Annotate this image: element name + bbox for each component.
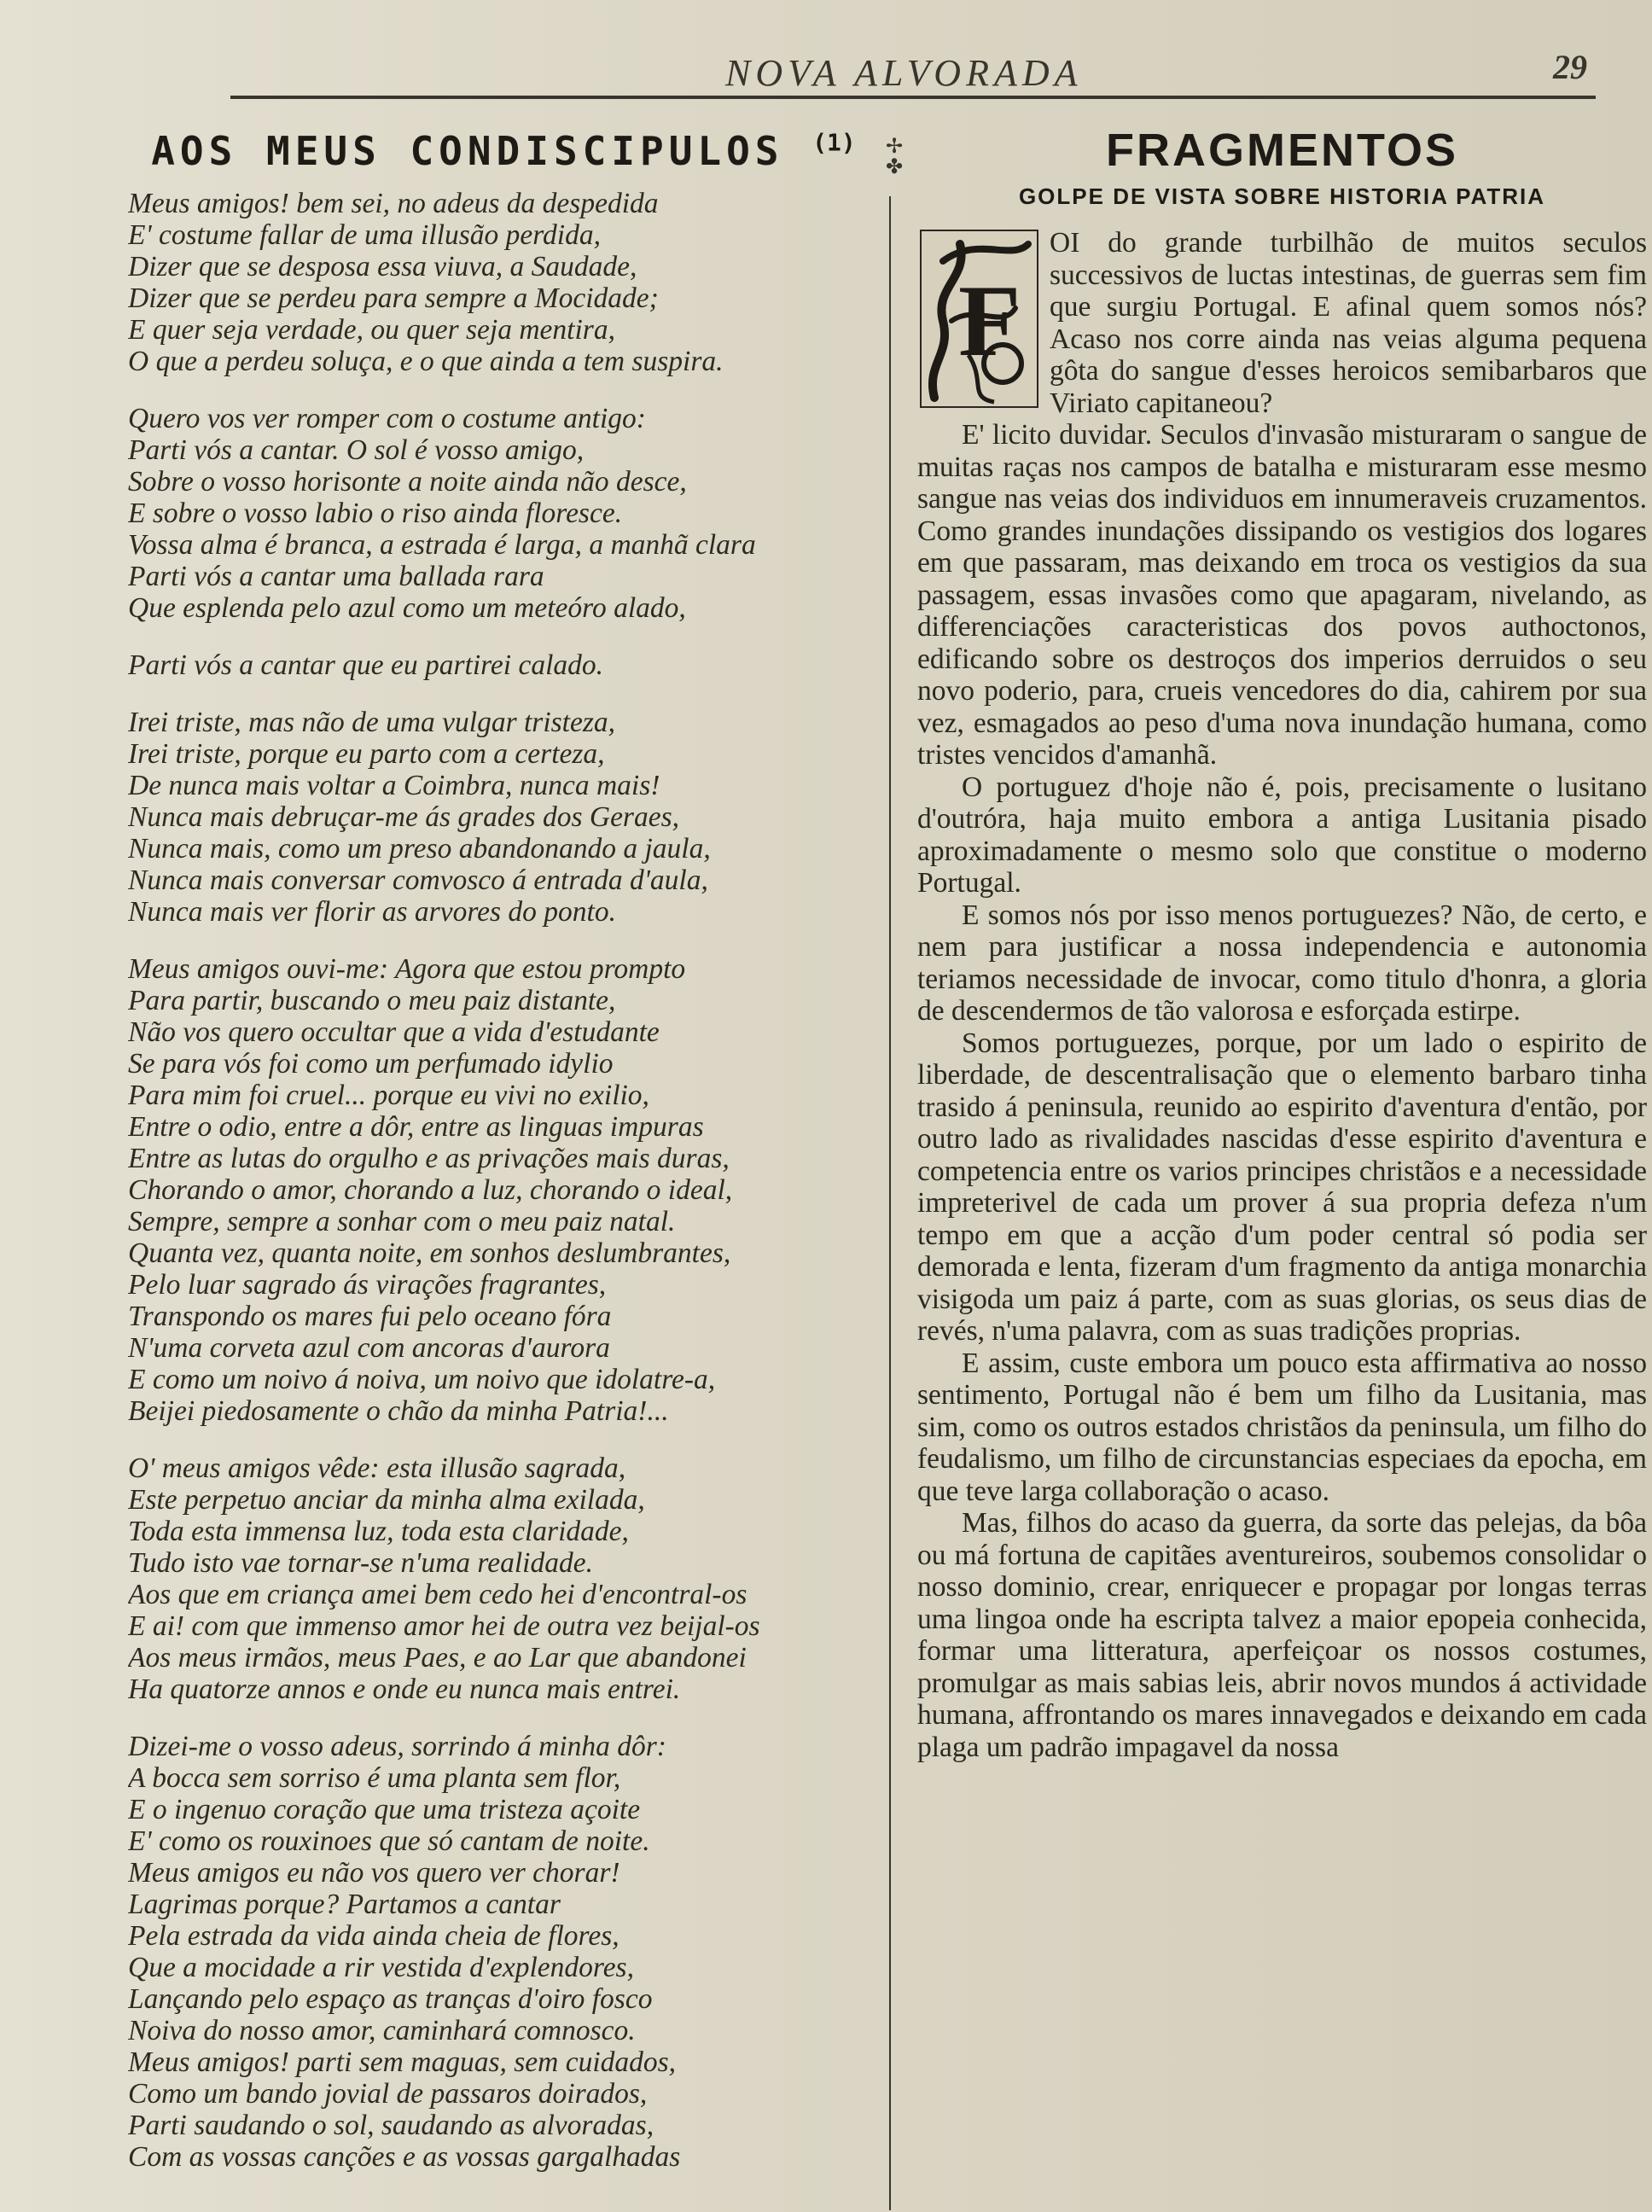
poem-verse: Que esplenda pelo azul como um meteóro alado, [128,592,686,624]
poem-verse: Meus amigos ouvi-me: Agora que estou prompto [128,953,686,985]
poem-verse: Parti saudando o sol, saudando as alvoradas, [128,2110,654,2141]
header-rule [230,96,1596,99]
poem-stanza [128,707,879,928]
poem-verse: Irei triste, mas não de uma vulgar tristeza, [128,707,616,738]
poem-verse: Nunca mais debruçar-me ás grades dos Geraes, [128,801,680,833]
poem-verse: Quanta vez, quanta noite, em sonhos deslumbrantes, [128,1237,731,1269]
poem-verse: Parti vós a cantar uma ballada rara [128,561,544,592]
poem-verse: Aos que em criança amei bem cedo hei d'encontral-os [128,1579,747,1610]
poem-verse: Pelo luar sagrado ás virações fragrantes, [128,1269,607,1301]
poem-verse: Beijei piedosamente o chão da minha Patria!... [128,1395,669,1427]
poem-stanza [128,1452,879,1705]
poem-verse: Dizer que se desposa essa viuva, a Saudade, [128,251,637,282]
poem-verse: Pela estrada da vida ainda cheia de flores, [128,1920,620,1952]
poem-verse: Chorando o amor, chorando a luz, chorando o ideal, [128,1174,733,1206]
poem-verse: Tudo isto vae tornar-se n'uma realidade. [128,1547,593,1579]
article-paragraph: E somos nós por isso menos portuguezes? Não, de certo, e nem para justificar a nossa independencia e autonomia teriamos necessidade de invocar, como titulo d'honra, a gloria de descendermos de tão valorosa e esforçada estirpe. [917,899,1647,1027]
poem-verse: Meus amigos! parti sem maguas, sem cuidados, [128,2046,677,2078]
article-paragraphs [917,227,1647,1763]
poem-verse: E' como os rouxinoes que só cantam de noite. [128,1825,650,1857]
poem-verse: O que a perdeu soluça, e o que ainda a tem suspira. [128,346,724,377]
masthead: NOVA ALVORADA [725,52,1083,94]
poem-verse: Aos meus irmãos, meus Paes, e ao Lar que abandonei [128,1642,747,1674]
poem-stanza [128,188,879,377]
poem-verse: Sempre, sempre a sonhar com o meu paiz natal. [128,1206,676,1237]
poem-verse: Nunca mais conversar comvosco á entrada d'aula, [128,864,708,896]
article-paragraph: Mas, filhos do acaso da guerra, da sorte das pelejas, da bôa ou má fortuna de capitães aventureiros, soubemos consolidar o nosso dominio, crear, enriquecer e propagar por longas terras uma lingoa onde ha escripta talvez a maior epopeia conhecida, formar uma litteratura, aperfeiçoar os nossos costumes, promulgar as mais sabias leis, abrir novos mundos á actividade humana, affrontando os mares innavegados e deixando em cada plaga um padrão impagavel da nossa [917,1507,1647,1763]
poem-verse: E ai! com que immenso amor hei de outra vez beijal-os [128,1610,760,1642]
poem-verse: Que a mocidade a rir vestida d'explendores, [128,1952,634,1983]
article-paragraph: OI do grande turbilhão de muitos seculos successivos de luctas intestinas, de guerras sem fim que surgiu Portugal. E afinal quem somos nós? Acaso nos corre ainda nas veias alguma pequena gôta do sangue d'esses heroicos semibarbaros que Viriato capitaneou? [1050,227,1647,419]
poem-verse: Com as vossas canções e as vossas gargalhadas [128,2141,681,2173]
poem-stanza [128,649,879,681]
poem-verse: O' meus amigos vêde: esta illusão sagrada, [128,1452,626,1484]
poem-body [128,188,879,2173]
poem-title-text: AOS MEUS CONDISCIPULOS [151,128,784,174]
article-title: FRAGMENTOS [1105,125,1458,176]
poem-verse: Para mim foi cruel... porque eu vivi no exilio, [128,1080,649,1111]
poem-verse: Parti vós a cantar. O sol é vosso amigo, [128,434,585,466]
poem-verse: Entre o odio, entre a dôr, entre as linguas impuras [128,1111,704,1143]
page-number: 29 [1553,48,1587,86]
poem-stanza [128,403,879,624]
poem-verse: Para partir, buscando o meu paiz distante, [128,985,616,1016]
poem-title [128,128,879,174]
poem-verse: Dizei-me o vosso adeus, sorrindo á minha dôr: [128,1731,666,1762]
poem-verse: Como um bando jovial de passaros doirados, [128,2078,648,2110]
poem-verse: Irei triste, porque eu parto com a certeza, [128,738,605,770]
poem-verse: Lançando pelo espaço as tranças d'oiro fosco [128,1983,653,2015]
divider-ornament-icon: ✢ ✤ [886,136,904,178]
poem-verse: Quero vos ver romper com o costume antigo: [128,403,646,434]
poem-verse: Nunca mais ver florir as arvores do ponto. [128,896,616,928]
poem-verse: Vossa alma é branca, a estrada é larga, a manhã clara [128,529,756,561]
poem-verse: Meus amigos! bem sei, no adeus da despedida [128,188,659,219]
poem-verse: E quer seja verdade, ou quer seja mentira, [128,314,615,346]
article-paragraph: E assim, custe embora um pouco esta affirmativa ao nosso sentimento, Portugal não é bem um filho da Lusitania, mas sim, como os outros estados christãos da peninsula, um filho do feudalismo, um filho de circunstancias especiaes da epocha, em que teve larga collaboração o acaso. [917,1347,1647,1507]
poem-verse: Meus amigos eu não vos quero ver chorar! [128,1857,620,1889]
poem-verse: Se para vós foi como um perfumado idylio [128,1048,614,1080]
article-paragraph: O portuguez d'hoje não é, pois, precisamente o lusitano d'outróra, haja muito embora a antiga Lusitania pisado aproximadamente o mesmo solo que constitue o moderno Portugal. [917,771,1647,899]
poem-verse: Toda esta immensa luz, toda esta claridade, [128,1516,629,1547]
poem-verse: Não vos quero occultar que a vida d'estudante [128,1016,660,1048]
article-column [917,124,1647,2210]
poem-verse: Dizer que se perdeu para sempre a Mocidade; [128,282,659,314]
poem-verse: E' costume fallar de uma illusão perdida, [128,219,601,251]
article-paragraph: Somos portuguezes, porque, por um lado o espirito de liberdade, de descentralisação que o elemento barbaro tinha trasido á peninsula, reunido ao espirito d'aventura d'então, por outro lado as rivalidades nascidas d'esse espirito d'aventura e competencia entre os varios principes christãos e a necessidade impreterivel de cada um prover á sua propria defeza n'um tempo em que a acção d'um poder central só podia ser demorada e lenta, fizeram d'um fragmento da antiga monarchia visigoda um paiz á parte, com as suas glorias, os seus dias de revés, n'uma palavra, com as suas tradições proprias. [917,1027,1647,1347]
poem-verse: Transpondo os mares fui pelo oceano fóra [128,1301,612,1332]
poem-verse: E o ingenuo coração que uma tristeza açoite [128,1794,641,1825]
page-header [230,43,1596,102]
poem-verse: N'uma corveta azul com ancoras d'aurora [128,1332,610,1364]
poem-verse: E sobre o vosso labio o riso ainda floresce. [128,498,623,529]
poem-verse: Nunca mais, como um preso abandonando a jaula, [128,833,711,864]
poem-verse: Parti vós a cantar que eu partirei calado. [128,649,604,681]
poem-verse: Entre as lutas do orgulho e as privações mais duras, [128,1143,730,1174]
column-divider [886,128,904,2210]
dropcap-icon [917,227,1041,410]
article-subtitle: GOLPE DE VISTA SOBRE HISTORIA PATRIA [1018,183,1546,209]
poem-footnote-mark: (1) [812,128,856,157]
poem-stanza [128,953,879,1427]
article-body [917,227,1647,1763]
poem-verse: Este perpetuo anciar da minha alma exilada, [128,1484,645,1516]
poem-verse: E como um noivo á noiva, um noivo que idolatre-a, [128,1364,716,1395]
dropcap-letter: F [958,264,1021,377]
divider-line [889,196,891,2210]
poem-verse: Sobre o vosso horisonte a noite ainda não desce, [128,466,687,498]
poem-verse: Ha quatorze annos e onde eu nunca mais entrei. [128,1674,681,1705]
poem-verse: De nunca mais voltar a Coimbra, nunca mais! [128,770,660,801]
dropcap-ornament [917,227,1041,410]
poem-column [128,128,879,2210]
article-paragraph: E' licito duvidar. Seculos d'invasão misturaram o sangue de muitas raças nos campos de batalha e misturaram esse mesmo sangue nas veias dos individuos em innumeraveis cruzamentos. Como grandes inundações dissipando os vestigios dos logares em que passaram, mas deixando em troca os vestigios da sua passagem, essas invasões como que apagaram, nivelando, as differenciações caracteristicas dos povos authoctonos, edificando sobre os destroços dos imperios derruidos o seu novo poderio, para, crueis vencedores do dia, cahirem por sua vez, esmagados ao peso d'uma nova inundação humana, como tristes vencidos d'amanhã. [917,419,1647,771]
poem-verse: A bocca sem sorriso é uma planta sem flor, [128,1762,621,1794]
poem-stanza [128,1731,879,2173]
poem-verse: Lagrimas porque? Partamos a cantar [128,1889,561,1920]
poem-verse: Noiva do nosso amor, caminhará comnosco. [128,2015,636,2046]
